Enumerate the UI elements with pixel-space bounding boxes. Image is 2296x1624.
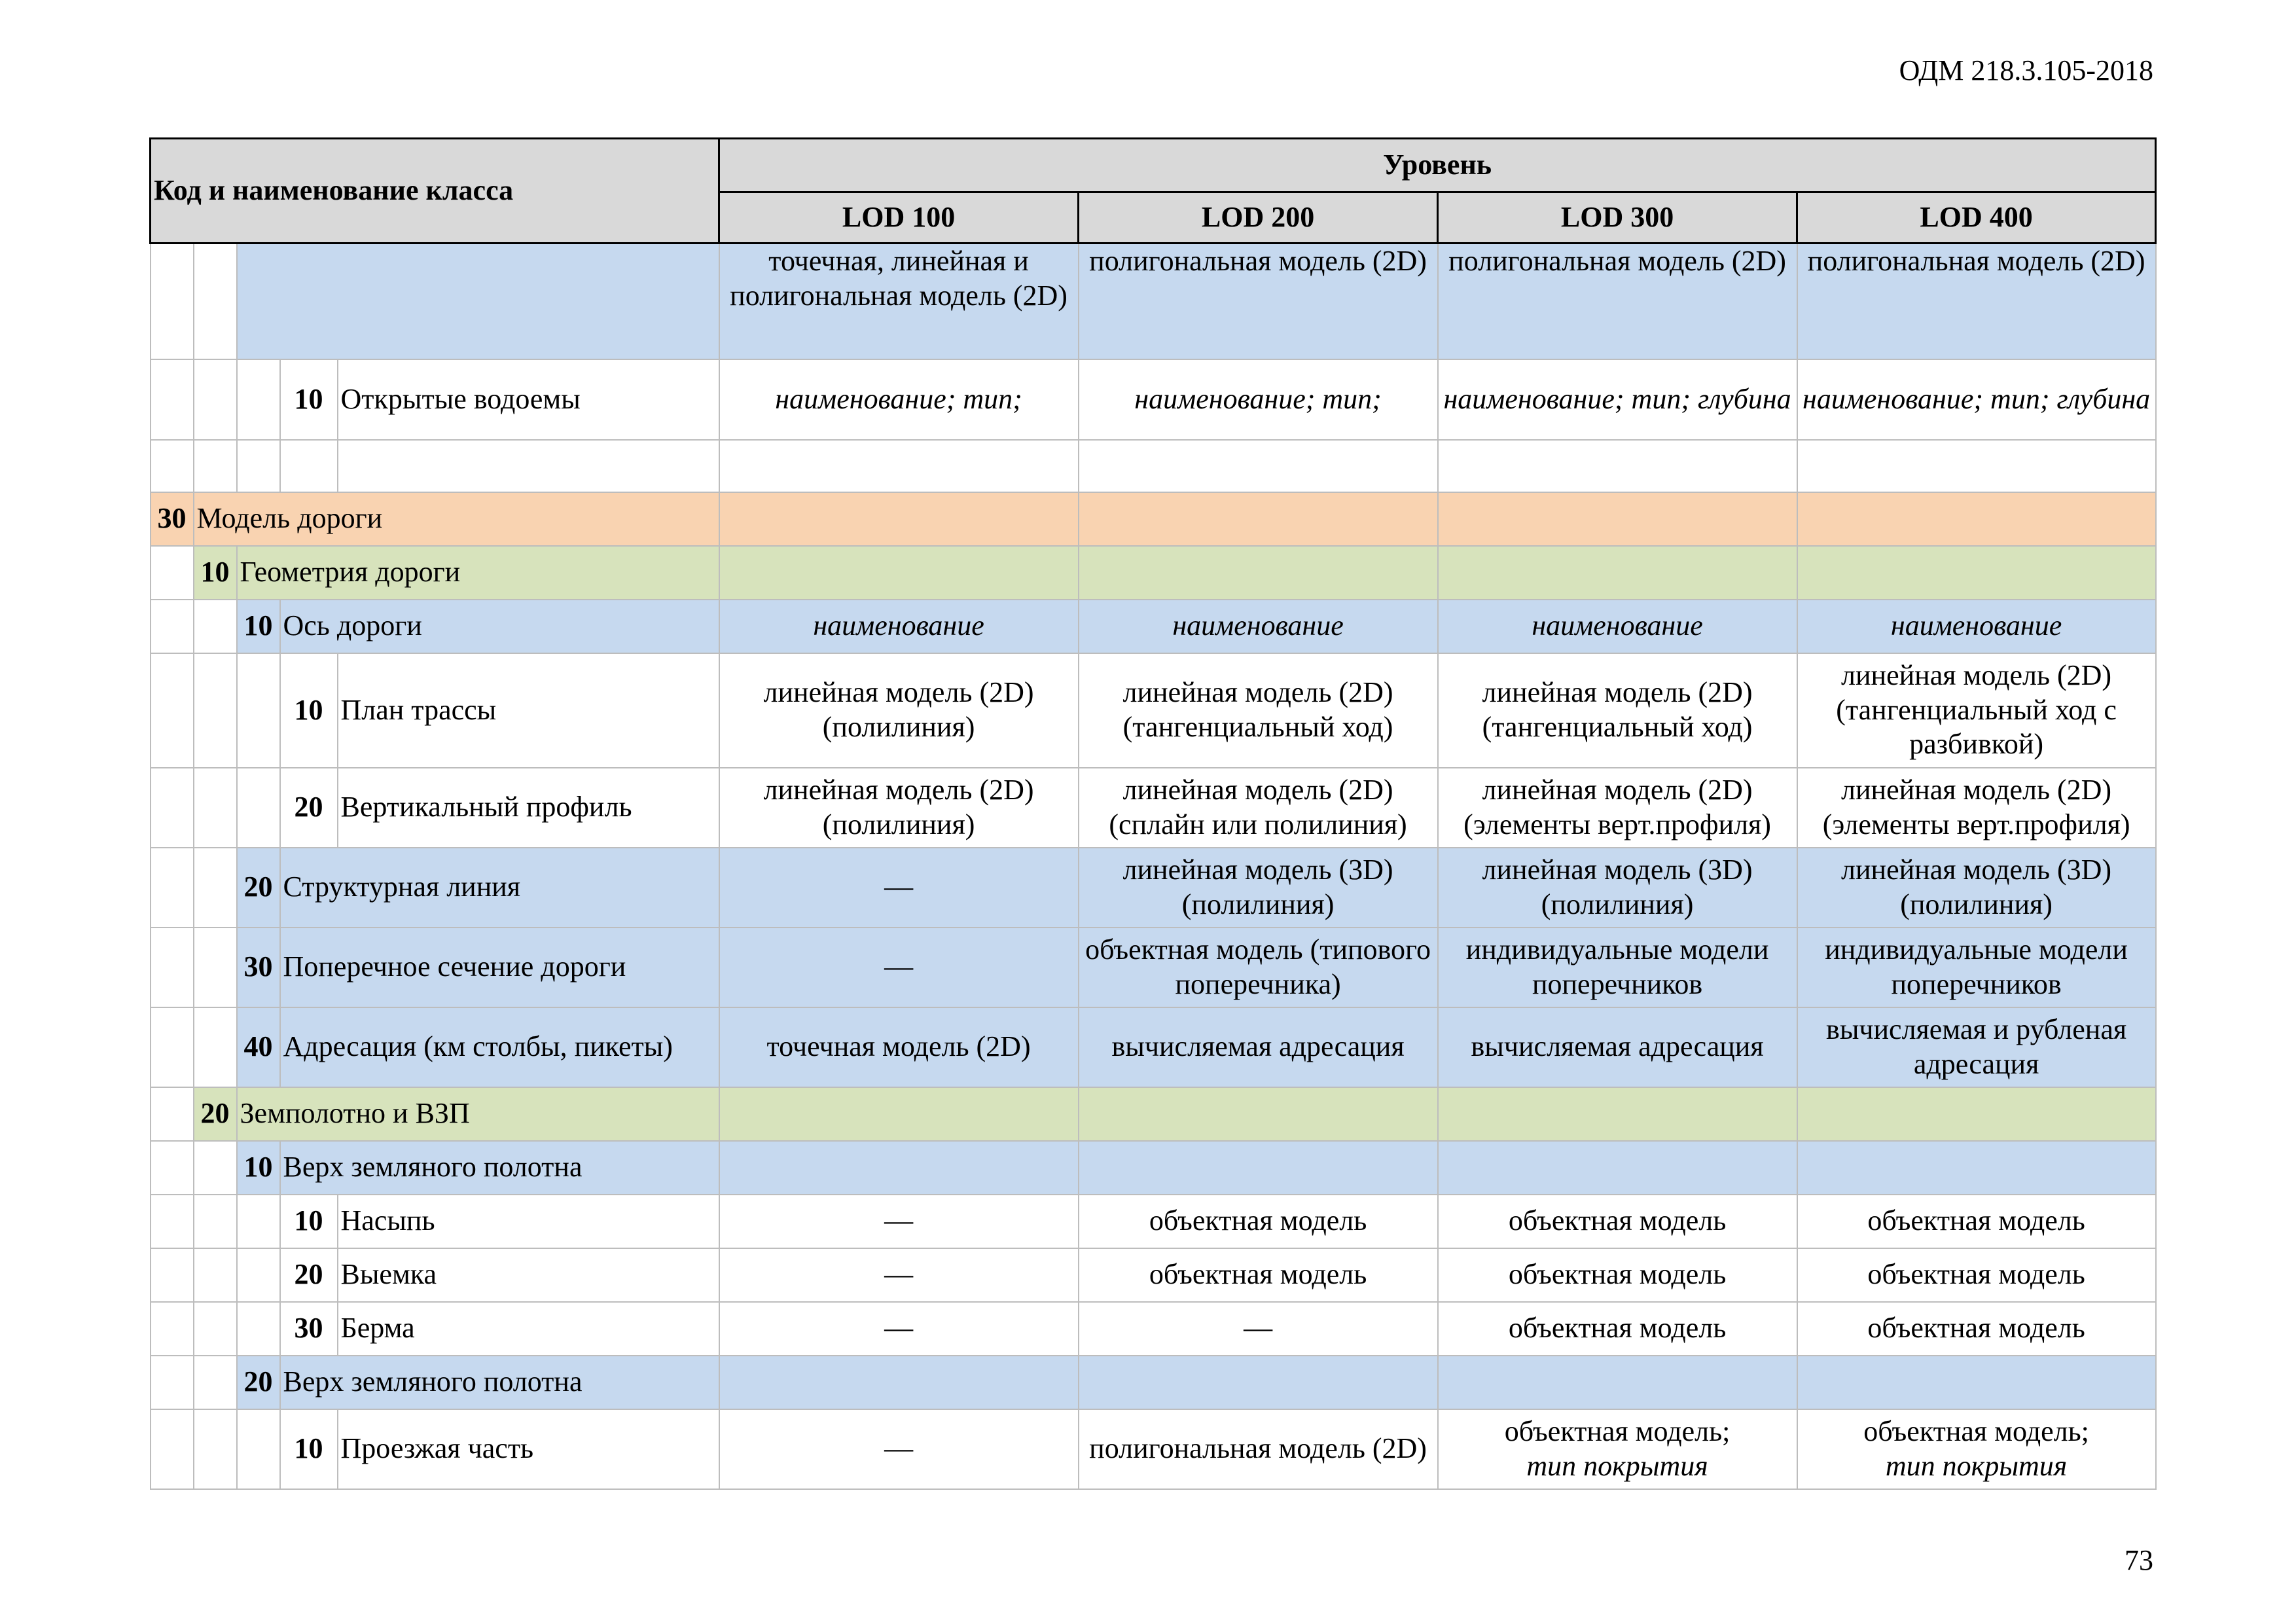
table-row bbox=[151, 1141, 2156, 1195]
lod-100-header: LOD 100 bbox=[719, 192, 1079, 244]
cell-lod200: объектная модель (типового поперечника) bbox=[1079, 928, 1438, 1007]
cell-lod200: полигональная модель (2D) bbox=[1079, 244, 1438, 359]
row-name: Ось дороги bbox=[280, 600, 719, 653]
cell-lod200: линейная модель (2D) (тангенциальный ход) bbox=[1079, 653, 1438, 768]
cell-lod100: — bbox=[719, 1195, 1079, 1248]
cell-lod300 bbox=[1438, 1409, 1797, 1489]
document-code: ОДМ 218.3.105-2018 bbox=[1899, 54, 2153, 86]
row-code: 10 bbox=[280, 359, 338, 440]
cell-lod100: наименование bbox=[719, 600, 1079, 653]
class-header: Код и наименование класса bbox=[151, 139, 719, 244]
cell-lod200: объектная модель bbox=[1079, 1195, 1438, 1248]
table-row bbox=[151, 1087, 2156, 1141]
page-number: 73 bbox=[2125, 1544, 2153, 1576]
cell-lod300-note: тип покрытия bbox=[1526, 1449, 1708, 1482]
row-name: Структурная линия bbox=[280, 848, 719, 928]
cell-lod100: — bbox=[719, 848, 1079, 928]
row-code: 10 bbox=[280, 1195, 338, 1248]
cell-lod300-main: объектная модель; bbox=[1504, 1415, 1731, 1447]
table-row bbox=[151, 1007, 2156, 1087]
lod-200-header: LOD 200 bbox=[1079, 192, 1438, 244]
cell-lod400: индивидуальные модели поперечников bbox=[1797, 928, 2156, 1007]
row-name: Геометрия дороги bbox=[237, 546, 719, 600]
table-row bbox=[151, 492, 2156, 546]
cell-lod100: линейная модель (2D) (полилиния) bbox=[719, 768, 1079, 848]
row-code: 10 bbox=[237, 600, 280, 653]
cell-lod100: линейная модель (2D) (полилиния) bbox=[719, 653, 1079, 768]
cell-lod200: вычисляемая адресация bbox=[1079, 1007, 1438, 1087]
cell-lod200: полигональная модель (2D) bbox=[1079, 1409, 1438, 1489]
row-name bbox=[237, 244, 719, 359]
cell-lod300: объектная модель bbox=[1438, 1248, 1797, 1302]
cell-lod100: точечная модель (2D) bbox=[719, 1007, 1079, 1087]
cell-lod200: наименование bbox=[1079, 600, 1438, 653]
row-name: Поперечное сечение дороги bbox=[280, 928, 719, 1007]
cell-lod200: объектная модель bbox=[1079, 1248, 1438, 1302]
cell-lod100: — bbox=[719, 928, 1079, 1007]
row-name: Выемка bbox=[338, 1248, 719, 1302]
lod-300-header: LOD 300 bbox=[1438, 192, 1797, 244]
cell-lod200: — bbox=[1079, 1302, 1438, 1356]
cell-lod400: полигональная модель (2D) bbox=[1797, 244, 2156, 359]
cell-lod200: наименование; тип; bbox=[1079, 359, 1438, 440]
table-row bbox=[151, 359, 2156, 440]
level-header: Уровень bbox=[719, 139, 2156, 192]
row-code: 20 bbox=[237, 1356, 280, 1409]
cell-lod400: наименование bbox=[1797, 600, 2156, 653]
row-name: Верх земляного полотна bbox=[280, 1356, 719, 1409]
row-name: Верх земляного полотна bbox=[280, 1141, 719, 1195]
cell-lod300: полигональная модель (2D) bbox=[1438, 244, 1797, 359]
table-row bbox=[151, 1409, 2156, 1489]
cell-lod400: объектная модель bbox=[1797, 1302, 2156, 1356]
row-code: 20 bbox=[280, 768, 338, 848]
cell-lod100: — bbox=[719, 1302, 1079, 1356]
cell-lod300: вычисляемая адресация bbox=[1438, 1007, 1797, 1087]
table-row bbox=[151, 653, 2156, 768]
cell-lod400: линейная модель (2D) (тангенциальный ход с разбивкой) bbox=[1797, 653, 2156, 768]
lod-400-header: LOD 400 bbox=[1797, 192, 2156, 244]
row-code: 30 bbox=[237, 928, 280, 1007]
row-name: Открытые водоемы bbox=[338, 359, 719, 440]
row-name: Насыпь bbox=[338, 1195, 719, 1248]
row-code: 30 bbox=[151, 492, 194, 546]
row-name: Адресация (км столбы, пикеты) bbox=[280, 1007, 719, 1087]
table-row bbox=[151, 1356, 2156, 1409]
row-name: Проезжая часть bbox=[338, 1409, 719, 1489]
table-row bbox=[151, 1195, 2156, 1248]
table-row bbox=[151, 848, 2156, 928]
table-row bbox=[151, 768, 2156, 848]
table-row bbox=[151, 440, 2156, 492]
cell-lod400-main: объектная модель; bbox=[1863, 1415, 2089, 1447]
cell-lod400: линейная модель (2D) (элементы верт.профиля) bbox=[1797, 768, 2156, 848]
cell-lod400: линейная модель (3D) (полилиния) bbox=[1797, 848, 2156, 928]
cell-lod400 bbox=[1797, 1409, 2156, 1489]
cell-lod400: наименование; тип; глубина bbox=[1797, 359, 2156, 440]
row-code: 30 bbox=[280, 1302, 338, 1356]
row-name: Вертикальный профиль bbox=[338, 768, 719, 848]
table-row bbox=[151, 928, 2156, 1007]
cell-lod100: — bbox=[719, 1409, 1079, 1489]
cell-lod100: точечная, линейная и полигональная модель (2D) bbox=[719, 244, 1079, 359]
row-code: 10 bbox=[280, 1409, 338, 1489]
cell-lod300: линейная модель (3D) (полилиния) bbox=[1438, 848, 1797, 928]
row-code: 10 bbox=[280, 653, 338, 768]
row-code: 20 bbox=[237, 848, 280, 928]
cell-lod300: объектная модель bbox=[1438, 1302, 1797, 1356]
row-name: Модель дороги bbox=[194, 492, 719, 546]
row-code: 20 bbox=[194, 1087, 237, 1141]
cell-lod300: наименование bbox=[1438, 600, 1797, 653]
table-row bbox=[151, 244, 2156, 359]
cell-lod400: вычисляемая и рубленая адресация bbox=[1797, 1007, 2156, 1087]
lod-table bbox=[149, 137, 2157, 1490]
row-code: 20 bbox=[280, 1248, 338, 1302]
table-row bbox=[151, 1248, 2156, 1302]
row-name: План трассы bbox=[338, 653, 719, 768]
row-name: Берма bbox=[338, 1302, 719, 1356]
cell-lod100: — bbox=[719, 1248, 1079, 1302]
table-row bbox=[151, 600, 2156, 653]
row-code: 10 bbox=[194, 546, 237, 600]
cell-lod300: линейная модель (2D) (тангенциальный ход) bbox=[1438, 653, 1797, 768]
row-name: Земполотно и ВЗП bbox=[237, 1087, 719, 1141]
cell-lod300: линейная модель (2D) (элементы верт.профиля) bbox=[1438, 768, 1797, 848]
row-code: 40 bbox=[237, 1007, 280, 1087]
cell-lod400: объектная модель bbox=[1797, 1248, 2156, 1302]
cell-lod200: линейная модель (2D) (сплайн или полилиния) bbox=[1079, 768, 1438, 848]
table-row bbox=[151, 1302, 2156, 1356]
cell-lod300: наименование; тип; глубина bbox=[1438, 359, 1797, 440]
row-code: 10 bbox=[237, 1141, 280, 1195]
cell-lod100: наименование; тип; bbox=[719, 359, 1079, 440]
cell-lod300: индивидуальные модели поперечников bbox=[1438, 928, 1797, 1007]
cell-lod300: объектная модель bbox=[1438, 1195, 1797, 1248]
cell-lod400: объектная модель bbox=[1797, 1195, 2156, 1248]
cell-lod400-note: тип покрытия bbox=[1885, 1449, 2068, 1482]
cell-lod200: линейная модель (3D) (полилиния) bbox=[1079, 848, 1438, 928]
table-row bbox=[151, 546, 2156, 600]
